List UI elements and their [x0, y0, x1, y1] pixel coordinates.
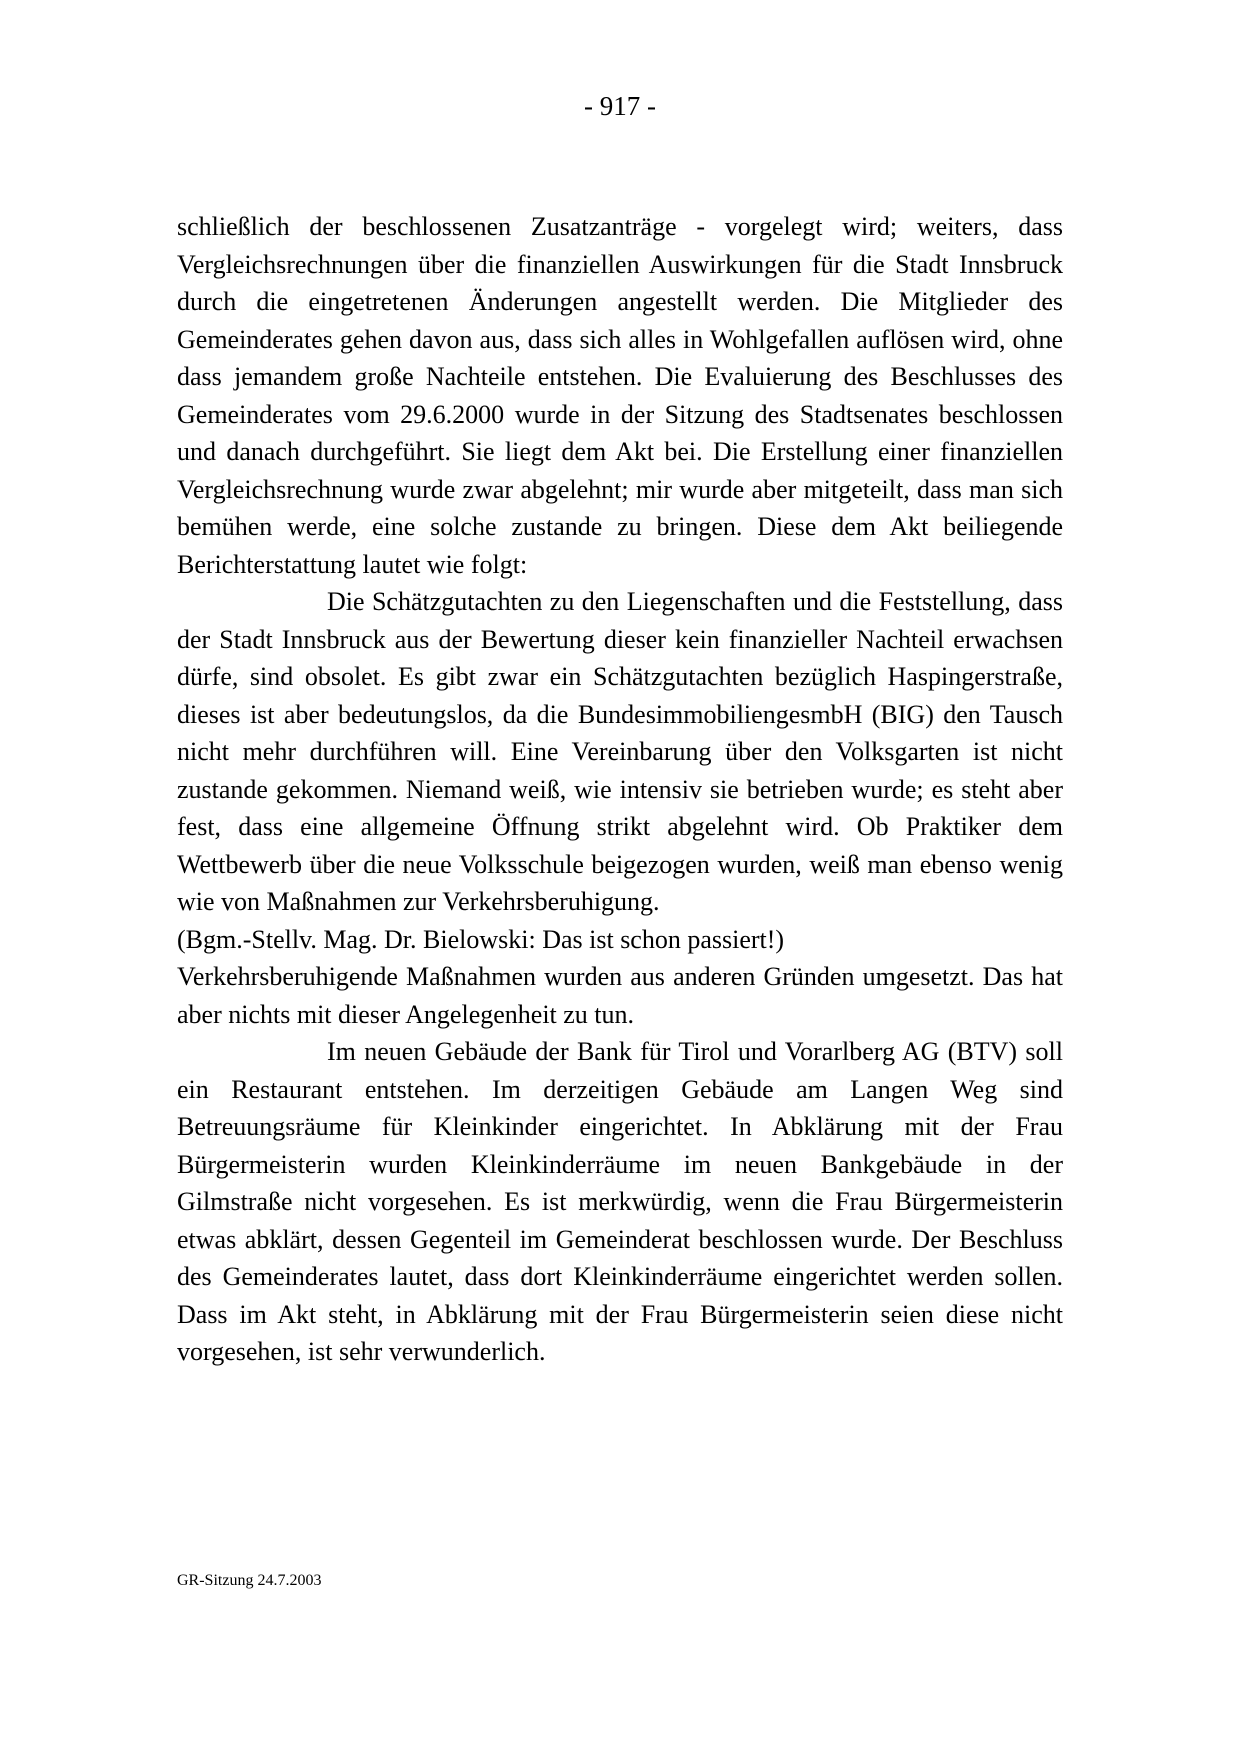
- paragraph-3: Verkehrsberuhigende Maßnahmen wurden aus anderen Gründen umgesetzt. Das hat aber nichts mit dieser Angelegenheit zu tun.: [177, 962, 1063, 1029]
- page-number: - 917 -: [584, 91, 656, 121]
- paragraph-4: Im neuen Gebäude der Bank für Tirol und Vorarlberg AG (BTV) soll ein Restaurant entstehen. Im derzeitigen Gebäude am Langen Weg sind Betreuungsräume für Kleinkinder eingerichtet. In Abklärung mit der Frau Bürgermeisterin wurden Kleinkinderräume im neuen Bankgebäude in der Gilmstraße nicht vorgesehen. Es ist merkwürdig, wenn die Frau Bürgermeisterin etwas abklärt, dessen Gegenteil im Gemeinderat beschlossen wurde. Der Beschluss des Gemeinderates lautet, dass dort Kleinkinderräume eingerichtet werden sollen. Dass im Akt steht, in Abklärung mit der Frau Bürgermeisterin seien diese nicht vorgesehen, ist sehr verwunderlich.: [177, 1037, 1063, 1366]
- interjection: (Bgm.-Stellv. Mag. Dr. Bielowski: Das ist schon passiert!): [177, 924, 785, 954]
- footer-session-date: GR-Sitzung 24.7.2003: [177, 1572, 322, 1589]
- paragraph-2: Die Schätzgutachten zu den Liegenschaften und die Feststellung, dass der Stadt Innsbruck aus der Bewertung dieser kein finanzieller Nachteil erwachsen dürfe, sind obsolet. Es gibt zwar ein Schätzgutachten bezüglich Haspingerstraße, dieses ist aber bedeutungslos, da die BundesimmobiliengesmbH (BIG) den Tausch nicht mehr durchführen will. Eine Vereinbarung über den Volksgarten ist nicht zustande gekommen. Niemand weiß, wie intensiv sie betrieben wurde; es steht aber fest, dass eine allgemeine Öffnung strikt abgelehnt wird. Ob Praktiker dem Wettbewerb über die neue Volksschule beigezogen wurden, weiß man ebenso wenig wie von Maßnahmen zur Verkehrsberuhigung.: [177, 587, 1063, 916]
- document-body: [177, 208, 1063, 1371]
- paragraph-1: schließlich der beschlossenen Zusatzanträge - vorgelegt wird; weiters, dass Vergleichsrechnungen über die finanziellen Auswirkungen für die Stadt Innsbruck durch die eingetretenen Änderungen angestellt werden. Die Mitglieder des Gemeinderates gehen davon aus, dass sich alles in Wohlgefallen auflösen wird, ohne dass jemandem große Nachteile entstehen. Die Evaluierung des Beschlusses des Gemeinderates vom 29.6.2000 wurde in der Sitzung des Stadtsenates beschlossen und danach durchgeführt. Sie liegt dem Akt bei. Die Erstellung einer finanziellen Vergleichsrechnung wurde zwar abgelehnt; mir wurde aber mitgeteilt, dass man sich bemühen werde, eine solche zustande zu bringen. Diese dem Akt beiliegende Berichterstattung lautet wie folgt:: [177, 212, 1063, 579]
